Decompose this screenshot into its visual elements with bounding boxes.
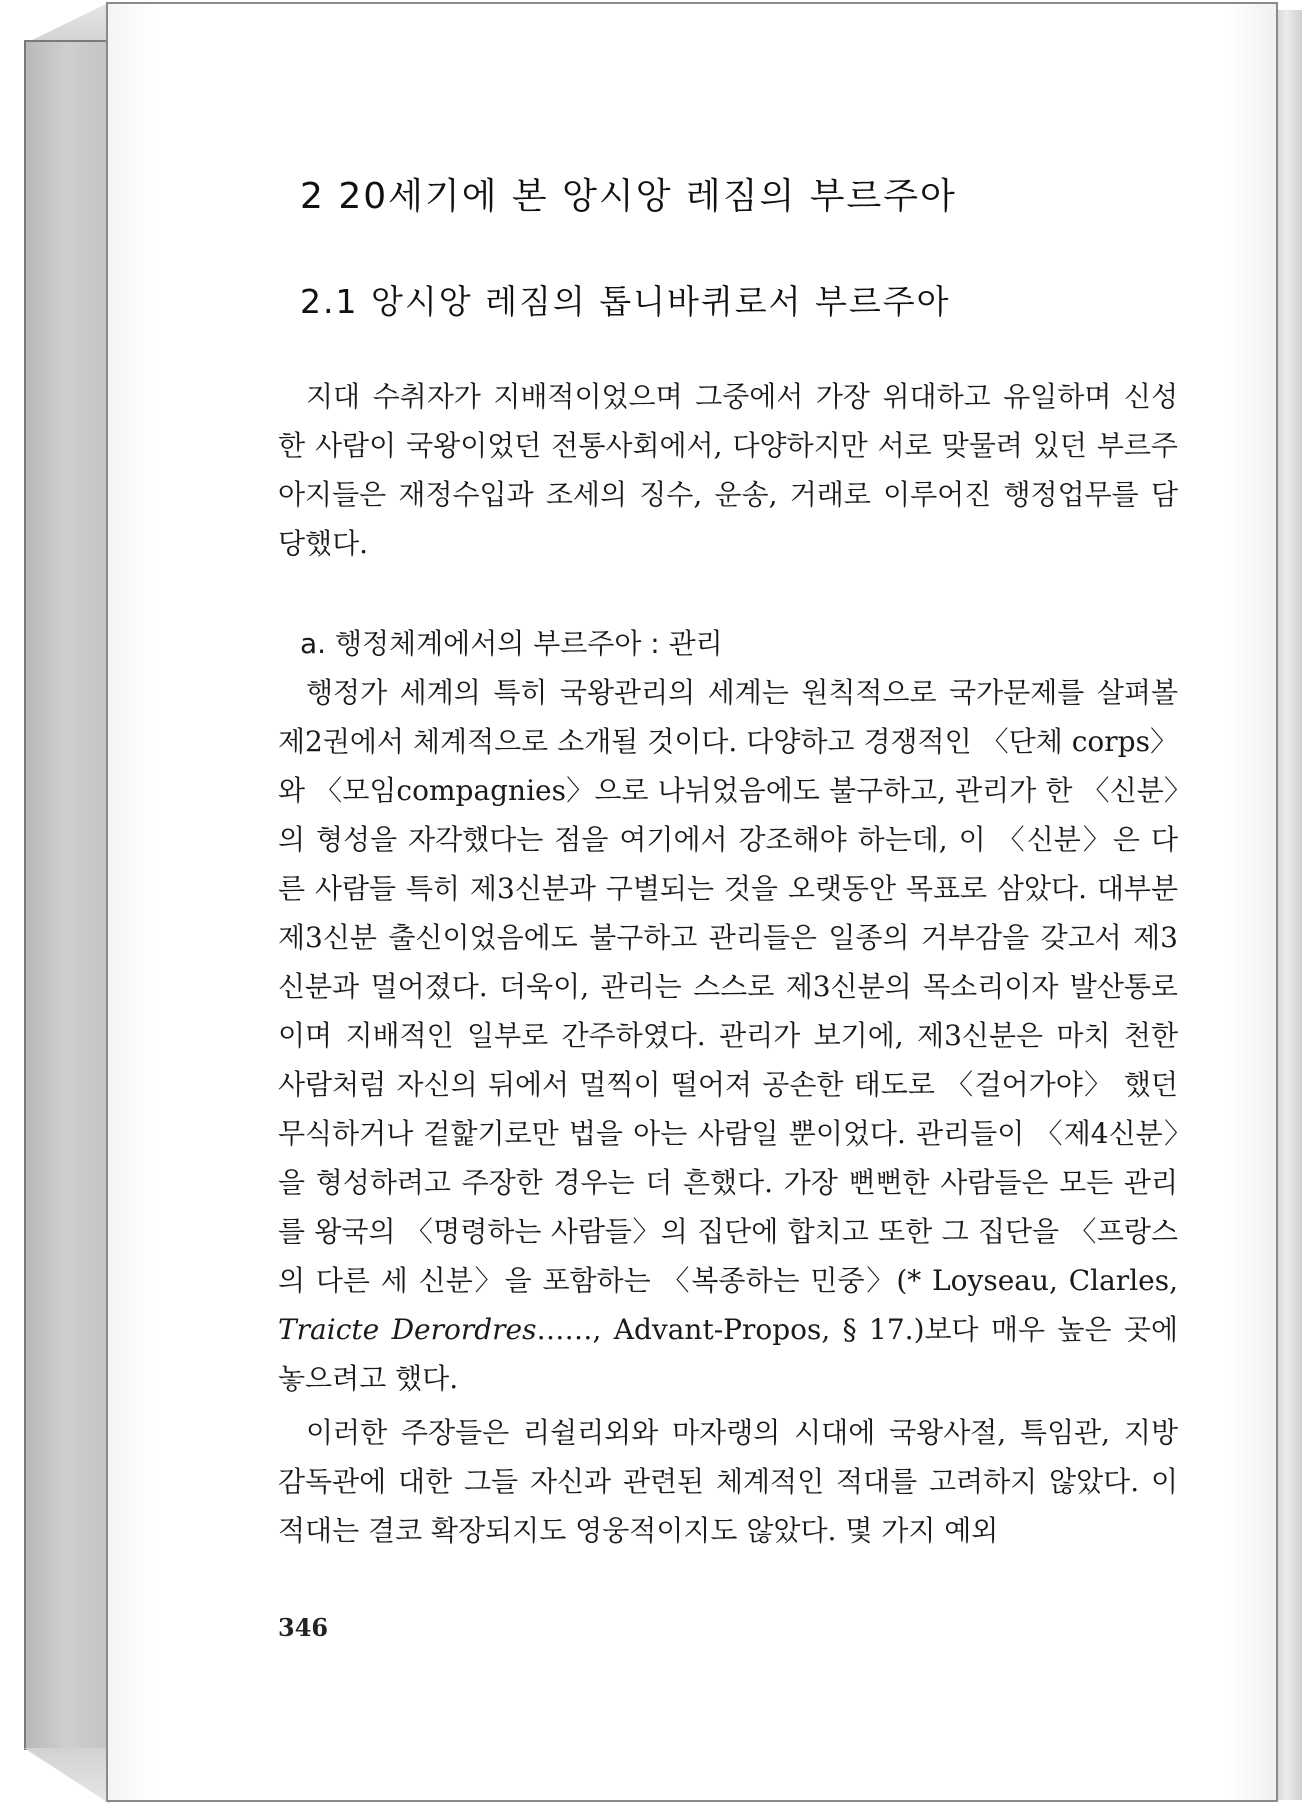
- subheading: a. 행정체계에서의 부르주아 : 관리: [300, 627, 723, 660]
- book-spine-top: [24, 2, 110, 44]
- section-title: 2.1 앙시앙 레짐의 톱니바퀴로서 부르주아: [300, 282, 951, 321]
- paragraph-3: [278, 1408, 1178, 1555]
- book-spine-bottom: [24, 1748, 110, 1804]
- page-number: 346: [278, 1613, 329, 1642]
- paragraph-2-text: 행정가 세계의 특히 국왕관리의 세계는 원칙적으로 국가문제를 살펴볼 제2권에서 체계적으로 소개될 것이다. 다양하고 경쟁적인 〈단체 corps〉와 〈모임compagnies〉으로 나뉘었음에도 불구하고, 관리가 한 〈신분〉의 형성을 자각했다는 점을 여기에서 강조해야 하는데, 이 〈신분〉은 다른 사람들 특히 제3신분과 구별되는 것을 오랫동안 목표로 삼았다. 대부분 제3신분 출신이었음에도 불구하고 관리들은 일종의 거부감을 갖고서 제3신분과 멀어졌다. 더욱이, 관리는 스스로 제3신분의 목소리이자 발산통로이며 지배적인 일부로 간주하였다. 관리가 보기에, 제3신분은 마치 천한 사람처럼 자신의 뒤에서 멀찍이 떨어져 공손한 태도로 〈걸어가야〉 했던 무식하거나 겉핥기로만 법을 아는 사람일 뿐이었다. 관리들이 〈제4신분〉을 형성하려고 주장한 경우는 더 흔했다. 가장 뻔뻔한 사람들은 모든 관리를 왕국의 〈명령하는 사람들〉의 집단에 합치고 또한 그 집단을 〈프랑스의 다른 세 신분〉을 포함하는 〈복종하는 민중〉(* Loyseau, Clarles,: [278, 676, 1178, 1297]
- paragraph-1: [278, 372, 1178, 568]
- citation-title: Traicte Derordres: [278, 1313, 537, 1346]
- paragraph-2-tail: ……, Advant-Propos, § 17.)보다 매우 높은 곳에 놓으려고 했다.: [278, 1313, 1178, 1395]
- paragraph-3-text: 이러한 주장들은 리쉴리외와 마자랭의 시대에 국왕사절, 특임관, 지방 감독관에 대한 그들 자신과 관련된 체계적인 적대를 고려하지 않았다. 이 적대는 결코 확장되지도 영웅적이지도 않았다. 몇 가지 예외: [278, 1416, 1178, 1547]
- paragraph-1-text: 지대 수취자가 지배적이었으며 그중에서 가장 위대하고 유일하며 신성한 사람이 국왕이었던 전통사회에서, 다양하지만 서로 맞물려 있던 부르주아지들은 재정수입과 조세의 징수, 운송, 거래로 이루어진 행정업무를 담당했다.: [278, 380, 1178, 560]
- paragraph-2: [278, 668, 1178, 1403]
- book-spine: [24, 40, 108, 1750]
- page-edge: [1276, 10, 1302, 1800]
- chapter-title: 2 20세기에 본 앙시앙 레짐의 부르주아: [300, 176, 957, 217]
